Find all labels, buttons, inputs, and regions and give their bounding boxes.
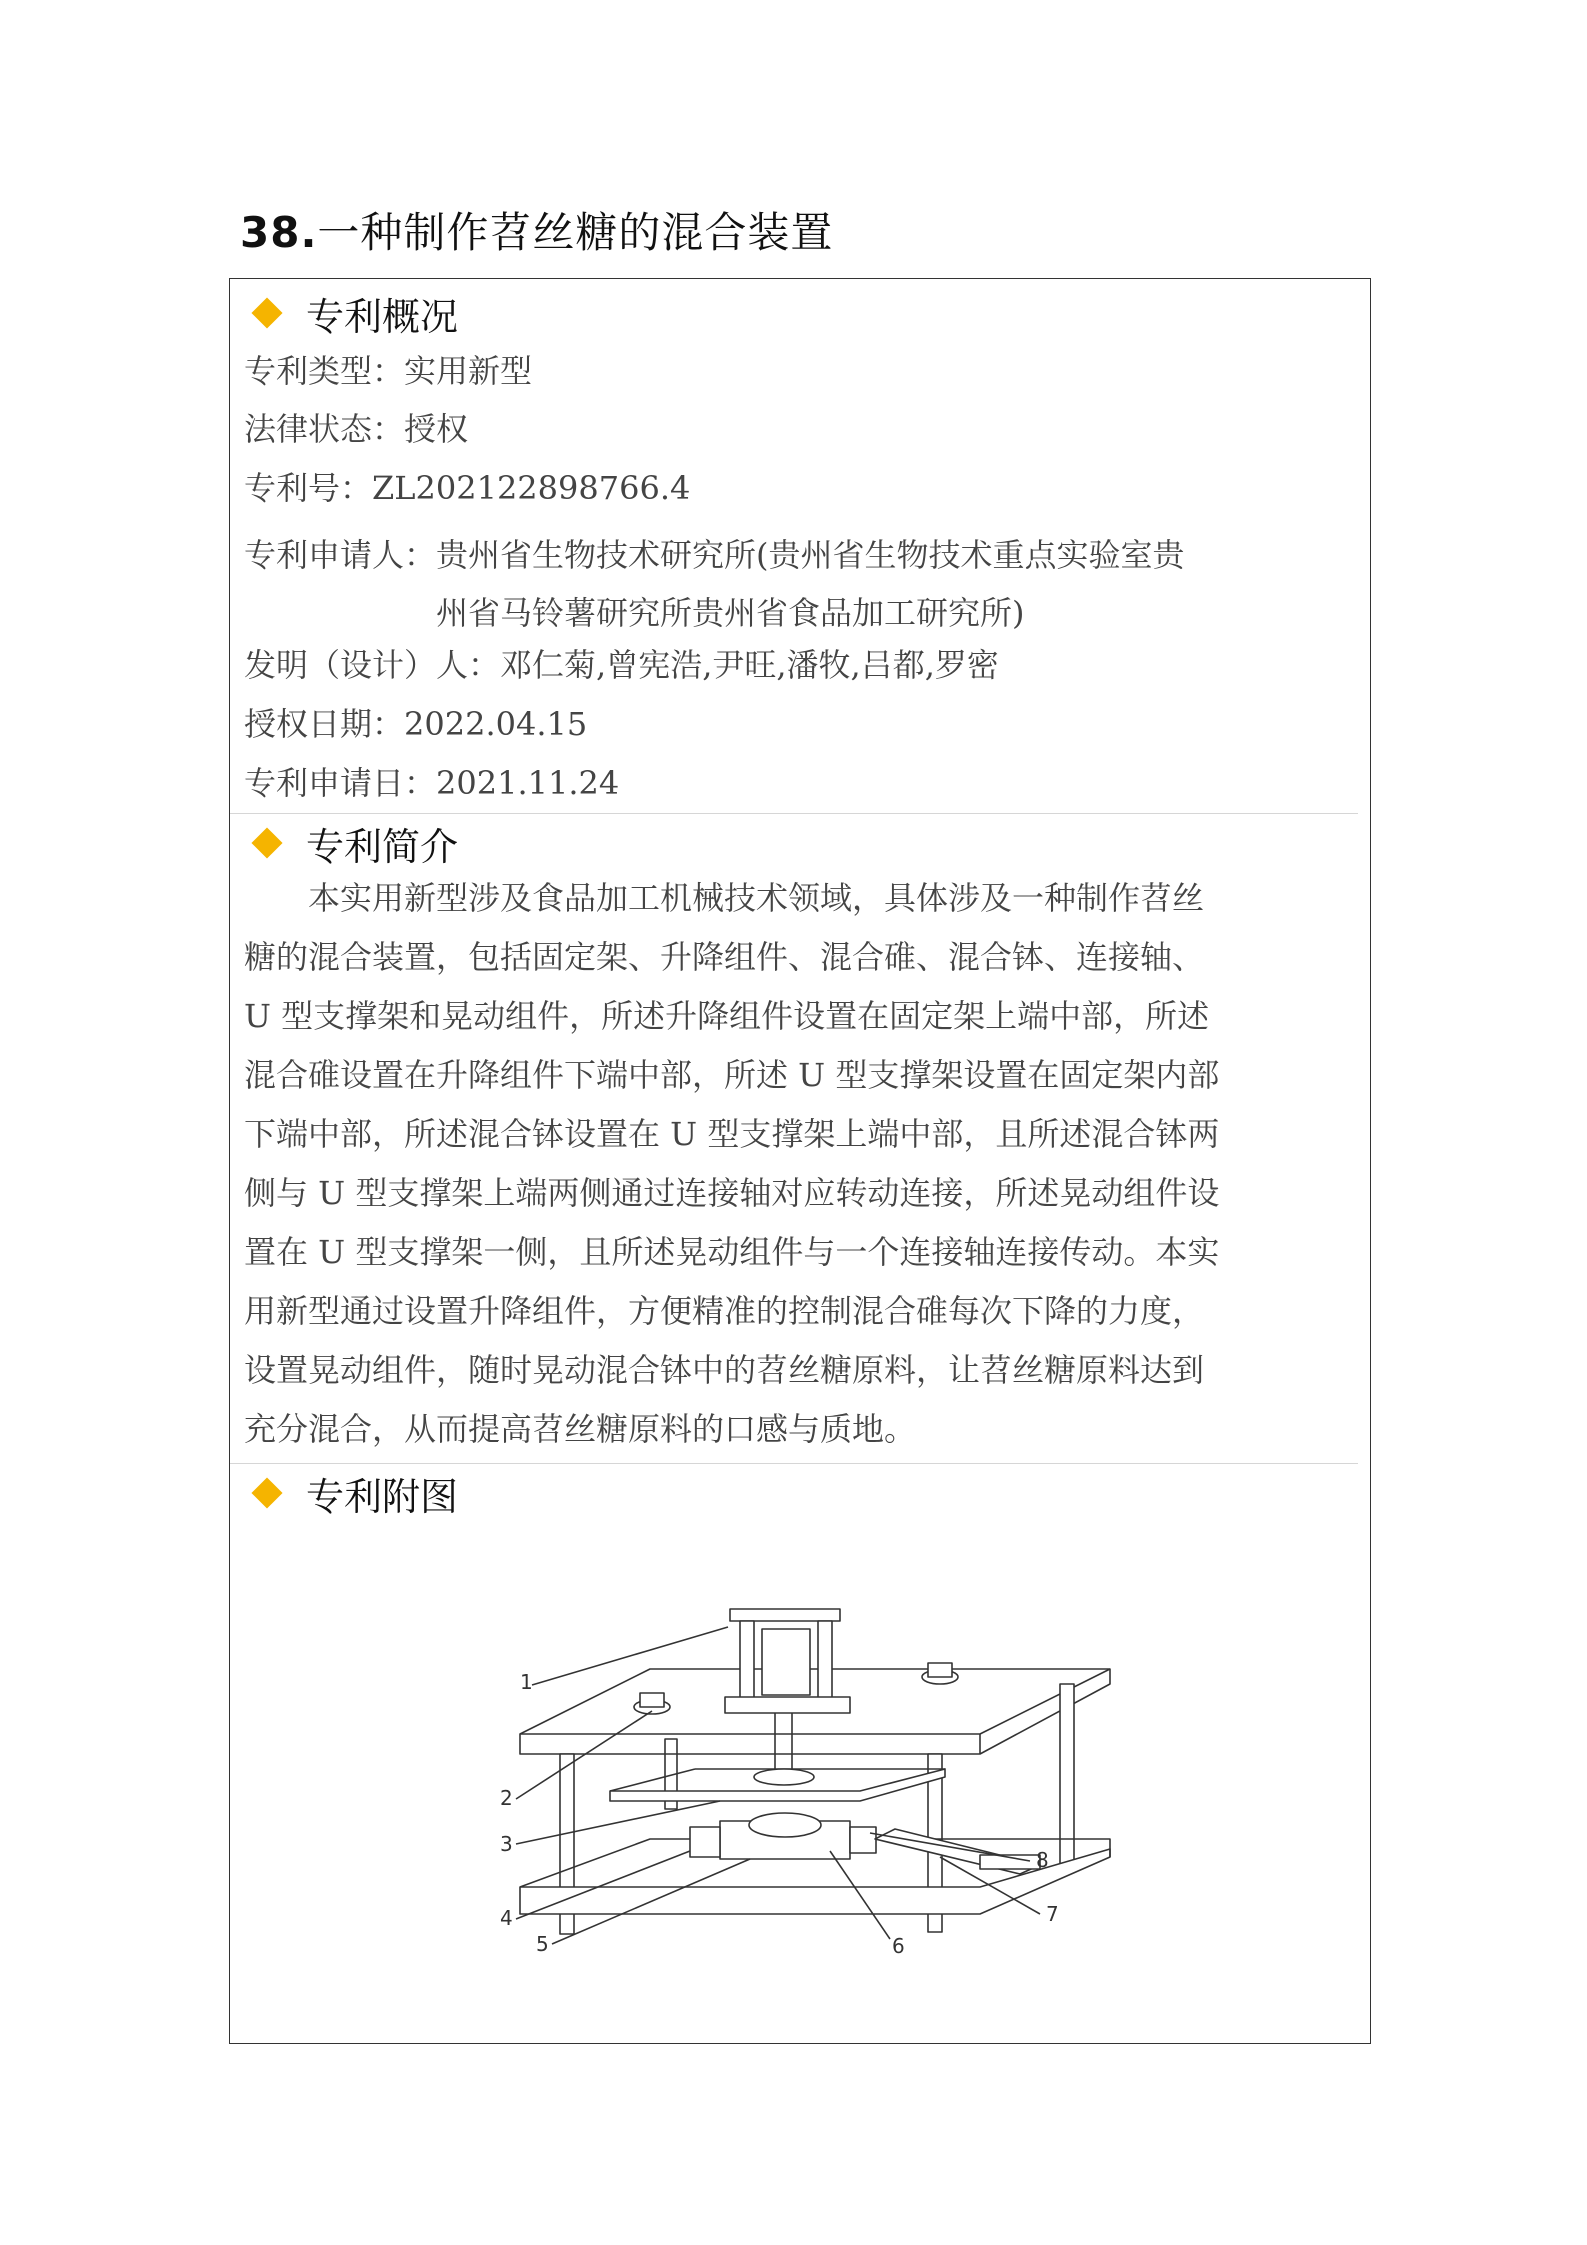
field-applicant-value-2: 州省马铃薯研究所贵州省食品加工研究所) [436,594,1025,632]
field-applicant [244,526,1185,642]
figure-label: 7 [1046,1902,1059,1926]
field-legal-label: 法律状态： [244,410,405,448]
patent-frame [229,278,1371,2044]
field-grant-date [244,704,587,744]
summary-line: 下端中部，所述混合钵设置在 U 型支撑架上端中部，且所述混合钵两 [244,1115,1220,1153]
patent-drawing [420,1589,1180,2019]
figure-label: 4 [500,1906,513,1930]
figure-label: 6 [892,1934,905,1958]
figure-label: 8 [1036,1848,1049,1872]
field-grant-date-label: 授权日期： [244,705,405,743]
section-figure [248,1465,458,1521]
field-type [244,351,532,391]
summary-text [244,869,1352,1459]
summary-line: U 型支撑架和晃动组件，所述升降组件设置在固定架上端中部，所述 [244,997,1210,1035]
summary-line: 充分混合，从而提高苕丝糖原料的口感与质地。 [244,1410,917,1448]
field-legal-value: 授权 [404,410,469,448]
diamond-bullet-icon [251,1477,282,1508]
field-type-value: 实用新型 [404,352,533,390]
summary-line: 设置晃动组件，随时晃动混合钵中的苕丝糖原料，让苕丝糖原料达到 [244,1351,1205,1389]
field-applicant-label: 专利申请人： [244,536,437,574]
section-summary [248,815,458,871]
field-inventor-label: 发明（设计）人： [244,646,501,684]
field-legal [244,409,468,449]
diamond-bullet-icon [251,827,282,858]
summary-line: 混合碓设置在升降组件下端中部，所述 U 型支撑架设置在固定架内部 [244,1056,1220,1094]
section-overview [248,285,458,341]
section-summary-title: 专利简介 [306,824,459,869]
summary-line: 侧与 U 型支撑架上端两侧通过连接轴对应转动连接，所述晃动组件设 [244,1174,1220,1212]
divider [230,1463,1358,1464]
field-number-value: ZL202122898766.4 [372,469,691,507]
field-number [244,468,690,508]
field-number-label: 专利号： [244,469,373,507]
divider [230,813,1358,814]
field-applicant-value-1: 贵州省生物技术研究所(贵州省生物技术重点实验室贵 [436,536,1185,574]
summary-line: 用新型通过设置升降组件，方便精准的控制混合碓每次下降的力度， [244,1292,1205,1330]
doc-title [240,200,833,260]
field-type-label: 专利类型： [244,352,405,390]
section-figure-title: 专利附图 [306,1474,459,1519]
figure-label: 5 [536,1932,549,1956]
figure-label: 3 [500,1832,513,1856]
field-inventor [244,645,999,685]
summary-line: 置在 U 型支撑架一侧，且所述晃动组件与一个连接轴连接传动。本实 [244,1233,1220,1271]
field-apply-date-value: 2021.11.24 [436,764,620,802]
figure-label: 2 [500,1786,513,1810]
figure-label: 1 [520,1670,533,1694]
diamond-bullet-icon [251,297,282,328]
field-grant-date-value: 2022.04.15 [404,705,588,743]
doc-title-text: 一种制作苕丝糖的混合装置 [317,208,834,257]
summary-line: 糖的混合装置，包括固定架、升降组件、混合碓、混合钵、连接轴、 [244,938,1205,976]
field-inventor-value: 邓仁菊,曾宪浩,尹旺,潘牧,吕都,罗密 [500,646,999,684]
section-overview-title: 专利概况 [306,294,459,339]
field-apply-date [244,763,619,803]
summary-line: 本实用新型涉及食品加工机械技术领域，具体涉及一种制作苕丝 [244,879,1205,917]
field-apply-date-label: 专利申请日： [244,764,437,802]
doc-number: 38. [240,208,318,257]
